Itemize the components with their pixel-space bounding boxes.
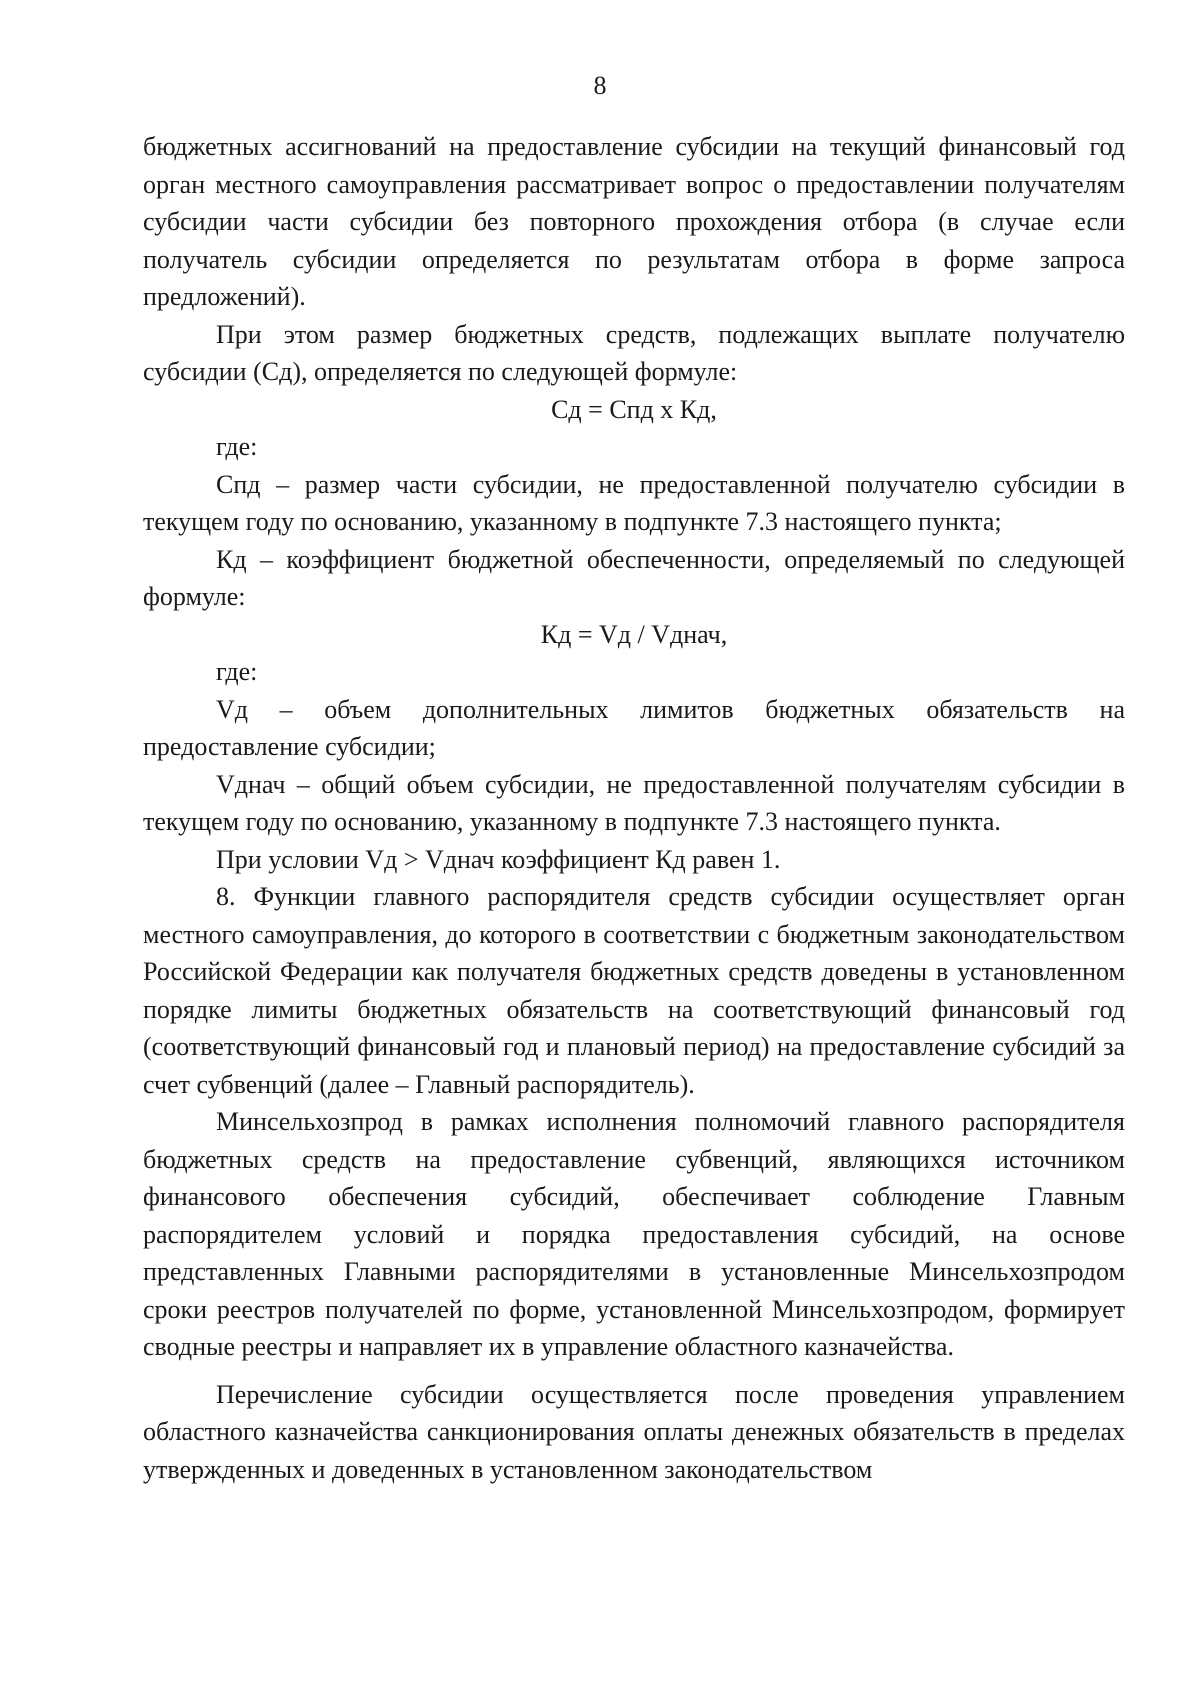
paragraph-condition: При условии Vд > Vднач коэффициент Кд равен 1. (216, 844, 781, 874)
definition-kd: Кд – коэффициент бюджетной обеспеченности, определяемый по следующей формуле: (143, 544, 1125, 611)
definition-vdnach: Vднач – общий объем субсидии, не предоставленной получателям субсидии в текущем году по основанию, указанному в подпункте 7.3 настоящего пункта. (143, 769, 1125, 836)
page-number: 8 (593, 71, 607, 100)
paragraph-where-2: где: (216, 657, 258, 686)
paragraph-section-8: 8. Функции главного распорядителя средств субсидии осуществляет орган местного самоуправления, до которого в соответствии с бюджетным законодательством Российской Федерации как получателя бюджетных средств доведены в установленном порядке лимиты бюджетных обязательств на соответствующий финансовый год (соответствующий финансовый год и плановый период) на предоставление субсидий за счет субвенций (далее – Главный распорядитель). (143, 882, 1125, 1099)
document-body (143, 128, 1125, 1488)
paragraph-continuation: бюджетных ассигнований на предоставление субсидии на текущий финансовый год орган местного самоуправления рассматривает вопрос о предоставлении получателям субсидии части субсидии без повторного прохождения отбора (в случае если получатель субсидии определяется по результатам отбора в форме запроса предложений). (143, 132, 1125, 311)
paragraph-where-1: где: (216, 432, 258, 461)
formula-kd: Кд = Vд / Vднач, (540, 619, 728, 649)
formula-sd: Сд = Спд x Кд, (551, 394, 717, 424)
paragraph-transfer: Перечисление субсидии осуществляется после проведения управлением областного казначейства санкционирования оплаты денежных обязательств в пределах утвержденных и доведенных в установленном законодательством (143, 1379, 1125, 1484)
paragraph-amount-intro: При этом размер бюджетных средств, подлежащих выплате получателю субсидии (Сд), определяется по следующей формуле: (143, 319, 1125, 386)
definition-spd: Спд – размер части субсидии, не предоставленной получателю субсидии в текущем году по основанию, указанному в подпункте 7.3 настоящего пункта; (143, 469, 1125, 536)
paragraph-minselkhozprod: Минсельхозпрод в рамках исполнения полномочий главного распорядителя бюджетных средств на предоставление субвенций, являющихся источником финансового обеспечения субсидий, обеспечивает соблюдение Главным распорядителем условий и порядка предоставления субсидий, на основе представленных Главными распорядителями в установленные Минсельхозпродом сроки реестров получателей по форме, установленной Минсельхозпродом, формирует сводные реестры и направляет их в управление областного казначейства. (143, 1107, 1125, 1361)
definition-vd: Vд – объем дополнительных лимитов бюджетных обязательств на предоставление субсидии; (143, 694, 1125, 761)
